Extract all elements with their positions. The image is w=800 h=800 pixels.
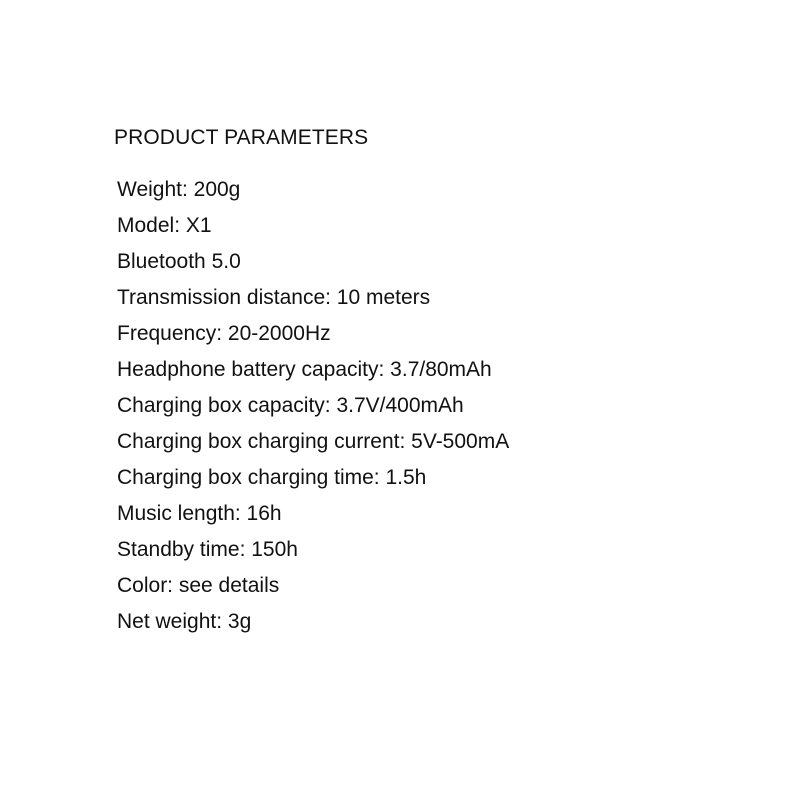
section-title: PRODUCT PARAMETERS bbox=[114, 126, 369, 149]
parameter-headphone-battery-capacity: Headphone battery capacity: 3.7/80mAh bbox=[117, 358, 492, 381]
parameter-frequency: Frequency: 20-2000Hz bbox=[117, 322, 331, 345]
parameter-charging-box-capacity: Charging box capacity: 3.7V/400mAh bbox=[117, 394, 464, 417]
parameter-weight: Weight: 200g bbox=[117, 178, 241, 201]
parameter-model: Model: X1 bbox=[117, 214, 212, 237]
parameter-transmission-distance: Transmission distance: 10 meters bbox=[117, 286, 431, 309]
parameter-charging-box-current: Charging box charging current: 5V-500mA bbox=[117, 430, 510, 453]
parameter-net-weight: Net weight: 3g bbox=[117, 610, 252, 633]
parameter-list bbox=[117, 176, 509, 644]
parameter-color: Color: see details bbox=[117, 574, 280, 597]
parameter-charging-box-time: Charging box charging time: 1.5h bbox=[117, 466, 427, 489]
parameter-music-length: Music length: 16h bbox=[117, 502, 282, 525]
parameter-standby-time: Standby time: 150h bbox=[117, 538, 298, 561]
parameter-bluetooth: Bluetooth 5.0 bbox=[117, 250, 241, 273]
